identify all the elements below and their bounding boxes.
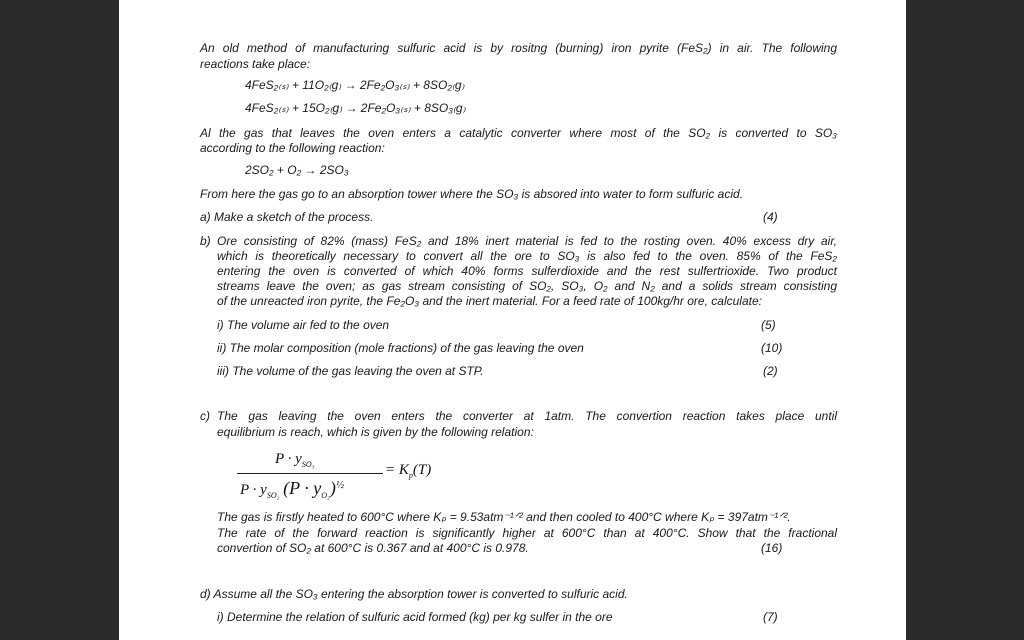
part-c-line-1: The gas leaving the oven enters the converter at 1atm. The convertion reaction takes place until: [217, 409, 837, 423]
right-margin-bar: [906, 0, 1024, 640]
part-d-item-i-marks: (7): [763, 610, 778, 624]
part-b-line-2: which is theoretically necessary to convert all the ore to SO₃ is also fed to the oven. 85% of the FeS₂: [217, 249, 837, 263]
equation-rhs: = $K_p(T)$: [385, 462, 432, 480]
reaction-2: 4FeS₂₍ₛ₎ + 15O₂₍g₎ → 2Fe₂O₃₍ₛ₎ + 8SO₃₍g₎: [245, 101, 466, 115]
part-d-item-i: i) Determine the relation of sulfuric acid formed (kg) per kg sulfer in the ore: [217, 610, 613, 624]
part-c-marks: (16): [761, 541, 783, 555]
part-b-line-3: entering the oven is converted of which 40% forms sulferdioxide and the rest sulfertrioxide. Two product: [217, 264, 837, 278]
part-c-line-2: equilibrium is reach, which is given by the following relation:: [217, 425, 534, 439]
intro-line-1: An old method of manufacturing sulfuric acid is by rositng (burning) iron pyrite (FeS₂) in air. The following: [200, 41, 837, 55]
part-b-line-1: Ore consisting of 82% (mass) FeS₂ and 18% inert material is fed to the rosting oven. 40% excess dry air,: [217, 234, 837, 248]
part-b-item-ii: ii) The molar composition (mole fractions) of the gas leaving the oven: [217, 341, 584, 355]
left-margin-bar: [0, 0, 119, 640]
part-b-item-iii-marks: (2): [763, 364, 778, 378]
part-b-line-4: streams leave the oven; as gas stream consisting of SO₂, SO₃, O₂ and N₂ and a solids stream consisting: [217, 279, 837, 293]
converter-reaction: 2SO₂ + O₂ → 2SO₃: [245, 163, 349, 177]
converter-line-1: Al the gas that leaves the oven enters a catalytic converter where most of the SO₂ is converted to SO₃: [200, 126, 837, 140]
part-c-label: c): [200, 409, 210, 423]
part-b-item-ii-marks: (10): [761, 341, 783, 355]
equation-denominator: $P \cdot y_{SO_2}$ $(P \cdot y_{O_2})^{\frac{1}{2}}$: [240, 478, 345, 500]
fraction-bar: [237, 473, 383, 474]
converter-line-2: according to the following reaction:: [200, 141, 385, 155]
part-d-text: d) Assume all the SO₃ entering the absorption tower is converted to sulfuric acid.: [200, 587, 628, 601]
part-a-marks: (4): [763, 210, 778, 224]
part-b-item-i: i) The volume air fed to the oven: [217, 318, 390, 332]
equation-numerator: $P \cdot y_{SO_3}$: [275, 451, 315, 469]
reaction-1: 4FeS₂₍ₛ₎ + 11O₂₍g₎ → 2Fe₂O₃₍ₛ₎ + 8SO₂₍g₎: [245, 78, 465, 92]
part-c-body-3: convertion of SO₂ at 600°C is 0.367 and at 400°C is 0.978.: [217, 541, 529, 555]
intro-line-2: reactions take place:: [200, 57, 311, 71]
part-c-body-1: The gas is firstly heated to 600°C where Kₚ = 9.53atm⁻¹ᐟ² and then cooled to 400°C where Kₚ = 397atm⁻¹ᐟ².: [217, 510, 791, 524]
part-b-label: b): [200, 234, 211, 248]
document-page: [119, 0, 906, 640]
part-c-body-2: The rate of the forward reaction is significantly higher at 600°C than at 400°C. Show that the fractional: [217, 526, 837, 540]
part-b-item-iii: iii) The volume of the gas leaving the oven at STP.: [217, 364, 484, 378]
part-b-line-5: of the unreacted iron pyrite, the Fe₂O₃ and the inert material. For a feed rate of 100kg/hr ore, calculate:: [217, 294, 762, 308]
part-b-item-i-marks: (5): [761, 318, 776, 332]
absorption-text: From here the gas go to an absorption tower where the SO₃ is absored into water to form sulfuric acid.: [200, 187, 744, 201]
part-a-text: a) Make a sketch of the process.: [200, 210, 374, 224]
